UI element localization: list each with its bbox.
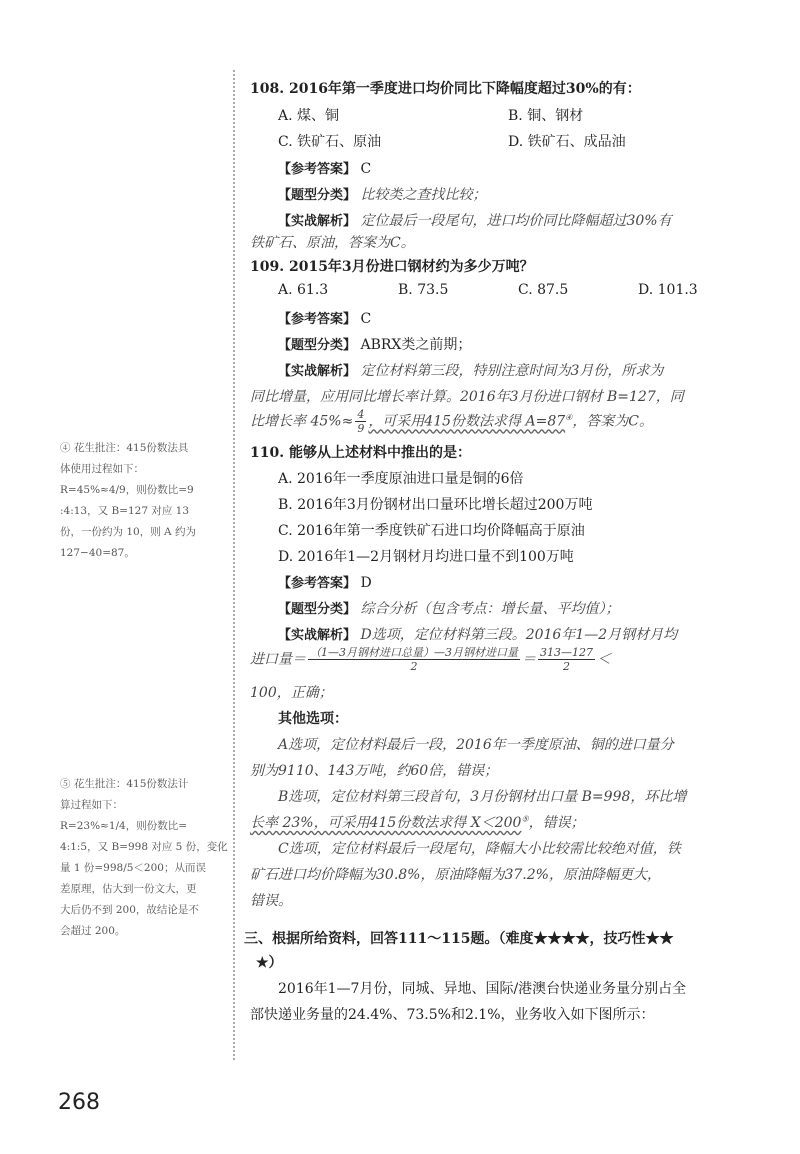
- note-line: ④ 花生批注：415份数法具: [60, 442, 189, 454]
- page-number: 268: [58, 1090, 100, 1115]
- section3-body-cont: 部快递业务量的24.4%、73.5%和2.1%，业务收入如下图所示：: [250, 1007, 655, 1023]
- answer-tag: 【参考答案】: [278, 162, 357, 177]
- q110-option-a: A. 2016年一季度原油进口量是铜的6倍: [278, 471, 524, 487]
- fraction: [538, 646, 595, 673]
- option-c-analysis-end: 错误。: [250, 893, 292, 909]
- option-a-analysis-cont: 别为9110、143万吨，约60倍，错误；: [250, 763, 499, 779]
- q108-stem: 108. 2016年第一季度进口均价同比下降幅度超过30%的有：: [250, 81, 641, 97]
- wavy-underlined-text: ，可采用415份数法求得 A=87: [368, 413, 566, 430]
- q110-option-b: B. 2016年3月份钢材出口量环比增长超过200万吨: [278, 497, 593, 513]
- side-note-4: [60, 438, 228, 564]
- q108-option-b: B. 铜、钢材: [508, 108, 584, 124]
- note-line: 份，一份约为 10，则 A 约为: [60, 526, 196, 538]
- analysis-text: ，错误；: [528, 815, 585, 831]
- fraction: [308, 646, 520, 673]
- q110-stem: 110. 能够从上述材料中推出的是：: [250, 445, 471, 461]
- section3-body: 2016年1—7月份，同城、异地、国际/港澳台快递业务量分别占全: [278, 981, 687, 997]
- analysis-text: 定位最后一段尾句，进口均价同比降幅超过30%有: [360, 213, 672, 229]
- option-b-analysis: B选项，定位材料第三段首句，3月份钢材出口量 B=998，环比增: [278, 789, 687, 805]
- analysis-text: ＜: [597, 651, 611, 668]
- q109-type: [278, 334, 471, 354]
- answer-value: C: [360, 311, 372, 327]
- type-value: ABRX类之前期；: [360, 337, 472, 353]
- q110-analysis: [278, 624, 677, 644]
- option-c-analysis: C选项，定位材料最后一段尾句，降幅大小比较需比较绝对值，铁: [278, 841, 681, 857]
- fraction: [355, 408, 366, 435]
- side-note-5: [60, 774, 228, 942]
- answer-tag: 【参考答案】: [278, 312, 357, 327]
- q109-stem: 109. 2015年3月份进口钢材约为多少万吨？: [250, 259, 534, 275]
- q109-analysis-line2: 同比增量，应用同比增长率计算。2016年3月份进口钢材 B=127，同: [250, 389, 684, 405]
- q109-option-b: B. 73.5: [398, 282, 449, 298]
- note-line: 体使用过程如下：: [60, 463, 144, 475]
- section3-title-cont: ★）: [256, 955, 283, 971]
- answer-value: D: [360, 575, 372, 591]
- note-line: 差原理，估大到一份文大，更: [60, 883, 197, 895]
- q108-option-a: A. 煤、铜: [278, 108, 340, 124]
- denominator: 2: [563, 660, 570, 673]
- type-tag: 【题型分类】: [278, 188, 357, 203]
- q108-answer: [278, 158, 371, 177]
- analysis-text: ，答案为C。: [572, 413, 654, 430]
- q110-type: [278, 598, 619, 618]
- q108-analysis-cont: 铁矿石、原油，答案为C。: [250, 235, 415, 251]
- other-options-title: 其他选项：: [278, 711, 348, 727]
- type-tag: 【题型分类】: [278, 602, 357, 617]
- numerator: 313—127: [540, 646, 593, 659]
- option-a-analysis: A选项，定位材料最后一段，2016年一季度原油、铜的进口量分: [278, 737, 674, 753]
- note-line: 会超过 200。: [60, 925, 126, 937]
- q109-analysis: [278, 360, 663, 380]
- option-c-analysis-cont: 矿石进口均价降幅为30.8%，原油降幅为37.2%，原油降幅更大，: [250, 867, 661, 883]
- q109-option-a: A. 61.3: [278, 282, 329, 298]
- q108-analysis: [278, 210, 672, 230]
- q108-option-c: C. 铁矿石、原油: [278, 134, 382, 150]
- denominator: 9: [357, 422, 365, 435]
- type-value: 综合分析（包含考点：增长量、平均值）；: [360, 601, 620, 617]
- note-line: 127−40=87。: [60, 547, 135, 559]
- q109-option-d: D. 101.3: [638, 282, 698, 298]
- margin-divider: [233, 70, 235, 1060]
- analysis-text: 定位材料第三段，特别注意时间为3月份，所求为: [360, 363, 664, 379]
- q110-analysis-line3: 100，正确；: [250, 685, 333, 701]
- analysis-text: D选项，定位材料第三段。2016年1—2月钢材月均: [360, 627, 678, 643]
- wavy-underlined-text: 长率 23%，可采用415份数法求得 X＜200: [250, 815, 522, 831]
- q108-option-d: D. 铁矿石、成品油: [508, 134, 626, 150]
- analysis-text: 比增长率 45%≈: [250, 413, 354, 430]
- numerator: （1—3月钢材进口总量）—3月钢材进口量: [310, 646, 518, 659]
- answer-value: C: [360, 161, 372, 177]
- type-tag: 【题型分类】: [278, 338, 357, 353]
- type-value: 比较类之查找比较；: [360, 187, 487, 203]
- q110-answer: [278, 572, 372, 591]
- q108-type: [278, 184, 486, 204]
- note-line: :4:13，又 B=127 对应 13: [60, 505, 190, 517]
- note-line: 算过程如下：: [60, 799, 123, 811]
- numerator: 4: [357, 408, 365, 421]
- note-line: R=45%≈4/9，则份数比=9: [60, 484, 194, 496]
- note-line: R=23%≈1/4，则份数比=: [60, 820, 188, 832]
- note-line: 量 1 份=998/5＜200；从而误: [60, 862, 206, 874]
- answer-tag: 【参考答案】: [278, 576, 357, 591]
- analysis-tag: 【实战解析】: [278, 364, 357, 379]
- note-line: 大后仍不到 200，故结论是不: [60, 904, 199, 916]
- section3-title: 三、根据所给资料，回答111～115题。（难度★★★★，技巧性★★: [244, 931, 674, 947]
- q109-answer: [278, 308, 371, 327]
- analysis-tag: 【实战解析】: [278, 628, 357, 643]
- q110-option-d: D. 2016年1—2月钢材月均进口量不到100万吨: [278, 549, 574, 565]
- note-line: ⑤ 花生批注：415份数法计: [60, 778, 189, 790]
- analysis-text: 进口量＝: [250, 651, 306, 668]
- denominator: 2: [410, 660, 418, 673]
- note-line: 4:1:5，又 B=998 对应 5 份，变化: [60, 841, 228, 853]
- q110-analysis-formula: [250, 646, 611, 673]
- analysis-tag: 【实战解析】: [278, 214, 357, 229]
- q109-option-c: C. 87.5: [518, 282, 569, 298]
- option-b-analysis-cont: 长率 23%，可采用415份数法求得 X＜200⑤，错误；: [250, 814, 585, 831]
- q110-option-c: C. 2016年第一季度铁矿石进口均价降幅高于原油: [278, 523, 585, 539]
- analysis-text: ＝: [522, 651, 536, 668]
- q109-analysis-line3: 比增长率 45%≈ $\frac{4}{9}$ ，可采用415份数法求得 A=87④，答案为C。: [250, 408, 654, 435]
